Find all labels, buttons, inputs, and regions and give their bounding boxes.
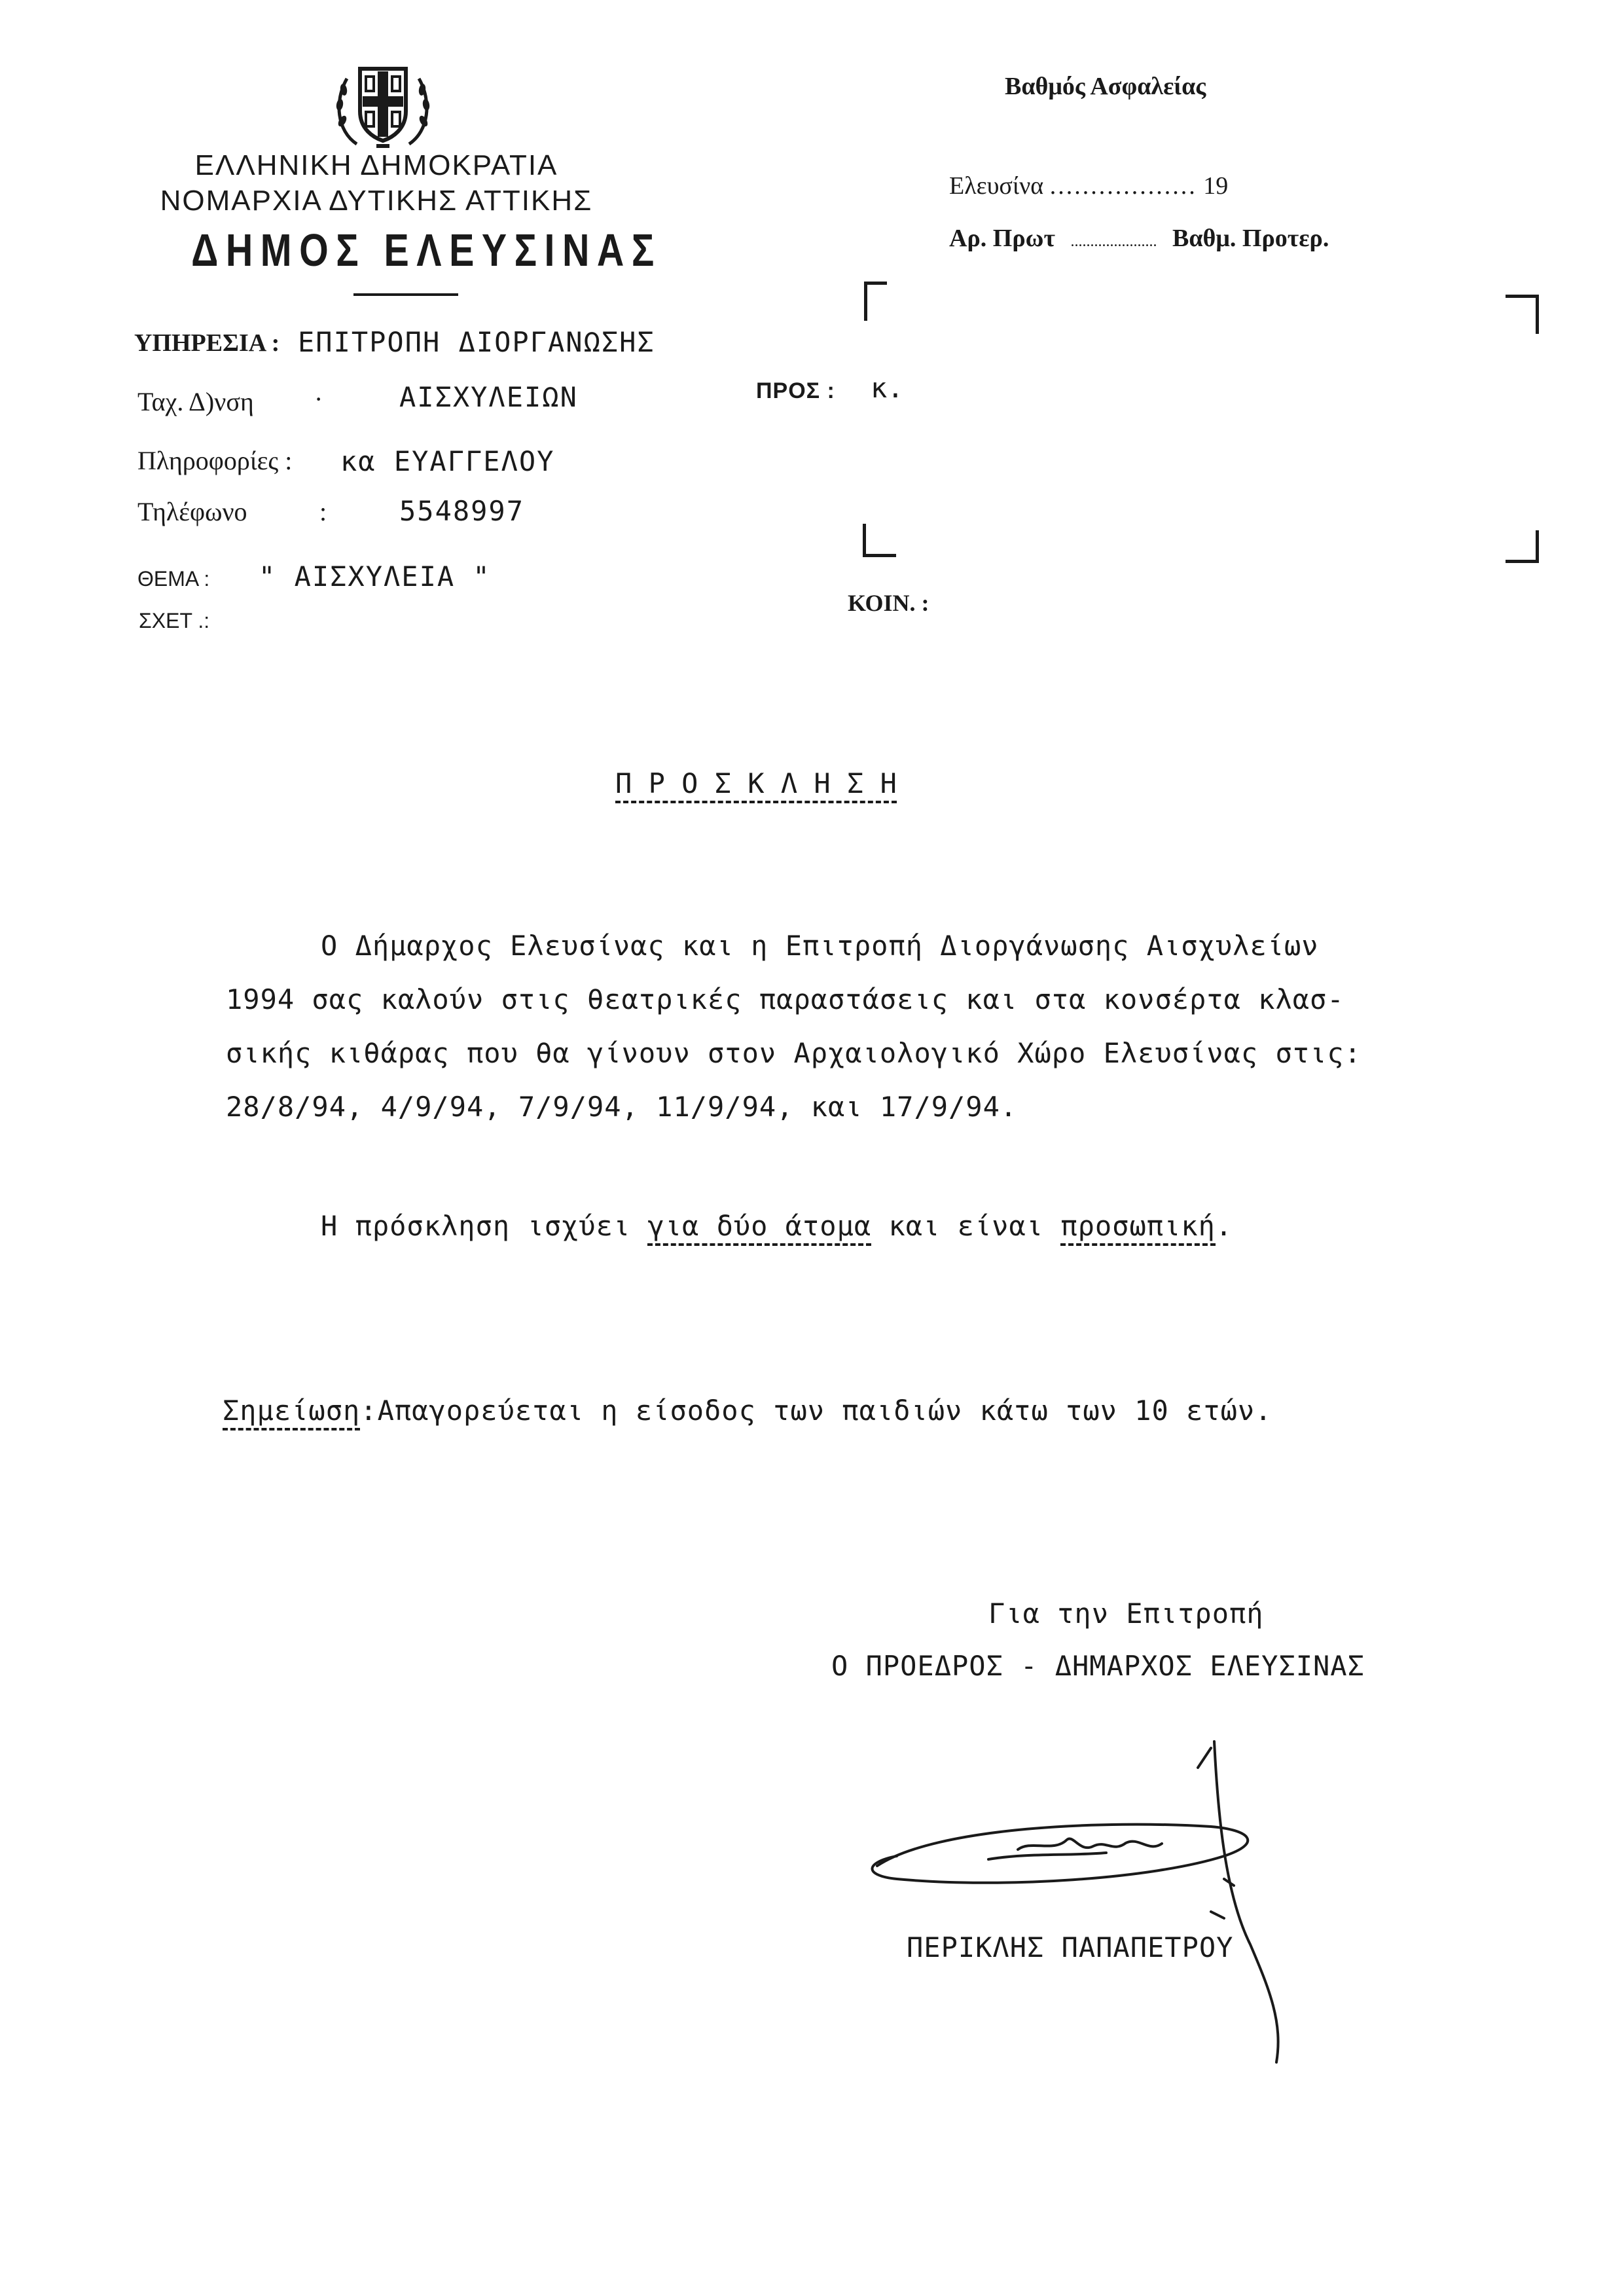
validity-line: Η πρόσκληση ισχύει για δύο άτομα και είναι προσωπική. <box>321 1210 1233 1242</box>
recipient-label: ΠΡΟΣ : <box>756 378 835 403</box>
for-committee: Για την Επιτροπή <box>988 1597 1264 1630</box>
republic-heading: ΕΛΛΗΝΙΚΗ ΔΗΜΟΚΡΑΤΙΑ <box>194 149 558 181</box>
municipality-heading: ΔΗΜΟΣ ΕΛΕΥΣΙΝΑΣ <box>191 225 662 276</box>
header-divider <box>353 293 458 296</box>
place-label: Ελευσίνα <box>949 172 1044 200</box>
note-label: Σημείωση <box>223 1394 360 1430</box>
cc-label: ΚΟΙΝ. : <box>848 590 929 616</box>
prefecture-heading: ΝΟΜΑΡΧΙΑ ΔΥΤΙΚΗΣ ΑΤΤΙΚΗΣ <box>160 185 593 217</box>
signatory-name: ΠΕΡΙΚΛΗΣ ΠΑΠΑΠΕΤΡΟΥ <box>907 1931 1234 1963</box>
protocol-line <box>949 224 1329 253</box>
address-window-corner-bottom-right <box>1506 530 1539 563</box>
invitation-title: Π Ρ Ο Σ Κ Λ Η Σ Η <box>615 767 897 799</box>
protocol-label: Αρ. Πρωτ <box>949 225 1055 252</box>
personal-emphasis: προσωπική <box>1060 1210 1216 1246</box>
note-text: :Απαγορεύεται η είσοδος των παιδιών κάτω των 10 ετών. <box>360 1394 1272 1427</box>
recipient-value: κ. <box>871 372 904 404</box>
paragraph-line-1: Ο Δήμαρχος Ελευσίνας και η Επιτροπή Διοργάνωσης Αισχυλείων <box>321 930 1319 962</box>
address-window-corner-top-left <box>864 282 887 321</box>
coat-of-arms-icon <box>331 56 435 154</box>
related-label: ΣΧΕΤ .: <box>139 609 210 632</box>
address-window-corner-bottom-left <box>863 524 896 557</box>
note-line <box>223 1394 1272 1427</box>
service-value: ΕΠΙΤΡΟΠΗ ΔΙΟΡΓΑΝΩΣΗΣ <box>298 326 655 358</box>
protocol-dots: ...................... <box>1070 233 1157 250</box>
phone-label: Τηλέφωνο <box>137 497 247 526</box>
place-dots: .................. <box>1049 172 1197 200</box>
address-label: Ταχ. Δ)νση <box>137 387 254 416</box>
address-window-corner-top-right <box>1506 295 1539 334</box>
address-separator: · <box>314 384 323 414</box>
signatory-role: Ο ΠΡΟΕΔΡΟΣ - ΔΗΜΑΡΧΟΣ ΕΛΕΥΣΙΝΑΣ <box>831 1650 1365 1682</box>
two-persons-emphasis: για δύο άτομα <box>647 1210 871 1246</box>
phone-separator: : <box>319 497 327 526</box>
paragraph-line-3: σικής κιθάρας που θα γίνουν στον Αρχαιολογικό Χώρο Ελευσίνας στις: <box>226 1037 1362 1069</box>
handwritten-signature <box>857 1728 1316 2069</box>
phone-value: 5548997 <box>399 495 525 527</box>
priority-label: Βαθμ. Προτερ. <box>1172 225 1329 252</box>
place-date-line <box>949 172 1228 200</box>
subject-value: " ΑΙΣΧΥΛΕΙΑ " <box>259 560 491 592</box>
security-grade-label: Βαθμός Ασφαλείας <box>1005 73 1206 100</box>
service-label: ΥΠΗΡΕΣΙΑ : <box>134 329 280 357</box>
info-label: Πληροφορίες : <box>137 446 293 475</box>
paragraph-line-2: 1994 σας καλούν στις θεατρικές παραστάσεις και στα κονσέρτα κλασ- <box>226 983 1344 1015</box>
year-suffix: 19 <box>1203 172 1229 200</box>
address-value: ΑΙΣΧΥΛΕΙΩΝ <box>399 381 578 413</box>
subject-label: ΘΕΜΑ : <box>137 567 210 591</box>
info-value: κα ΕΥΑΓΓΕΛΟΥ <box>340 445 555 477</box>
paragraph-line-4: 28/8/94, 4/9/94, 7/9/94, 11/9/94, και 17/9/94. <box>226 1091 1018 1123</box>
